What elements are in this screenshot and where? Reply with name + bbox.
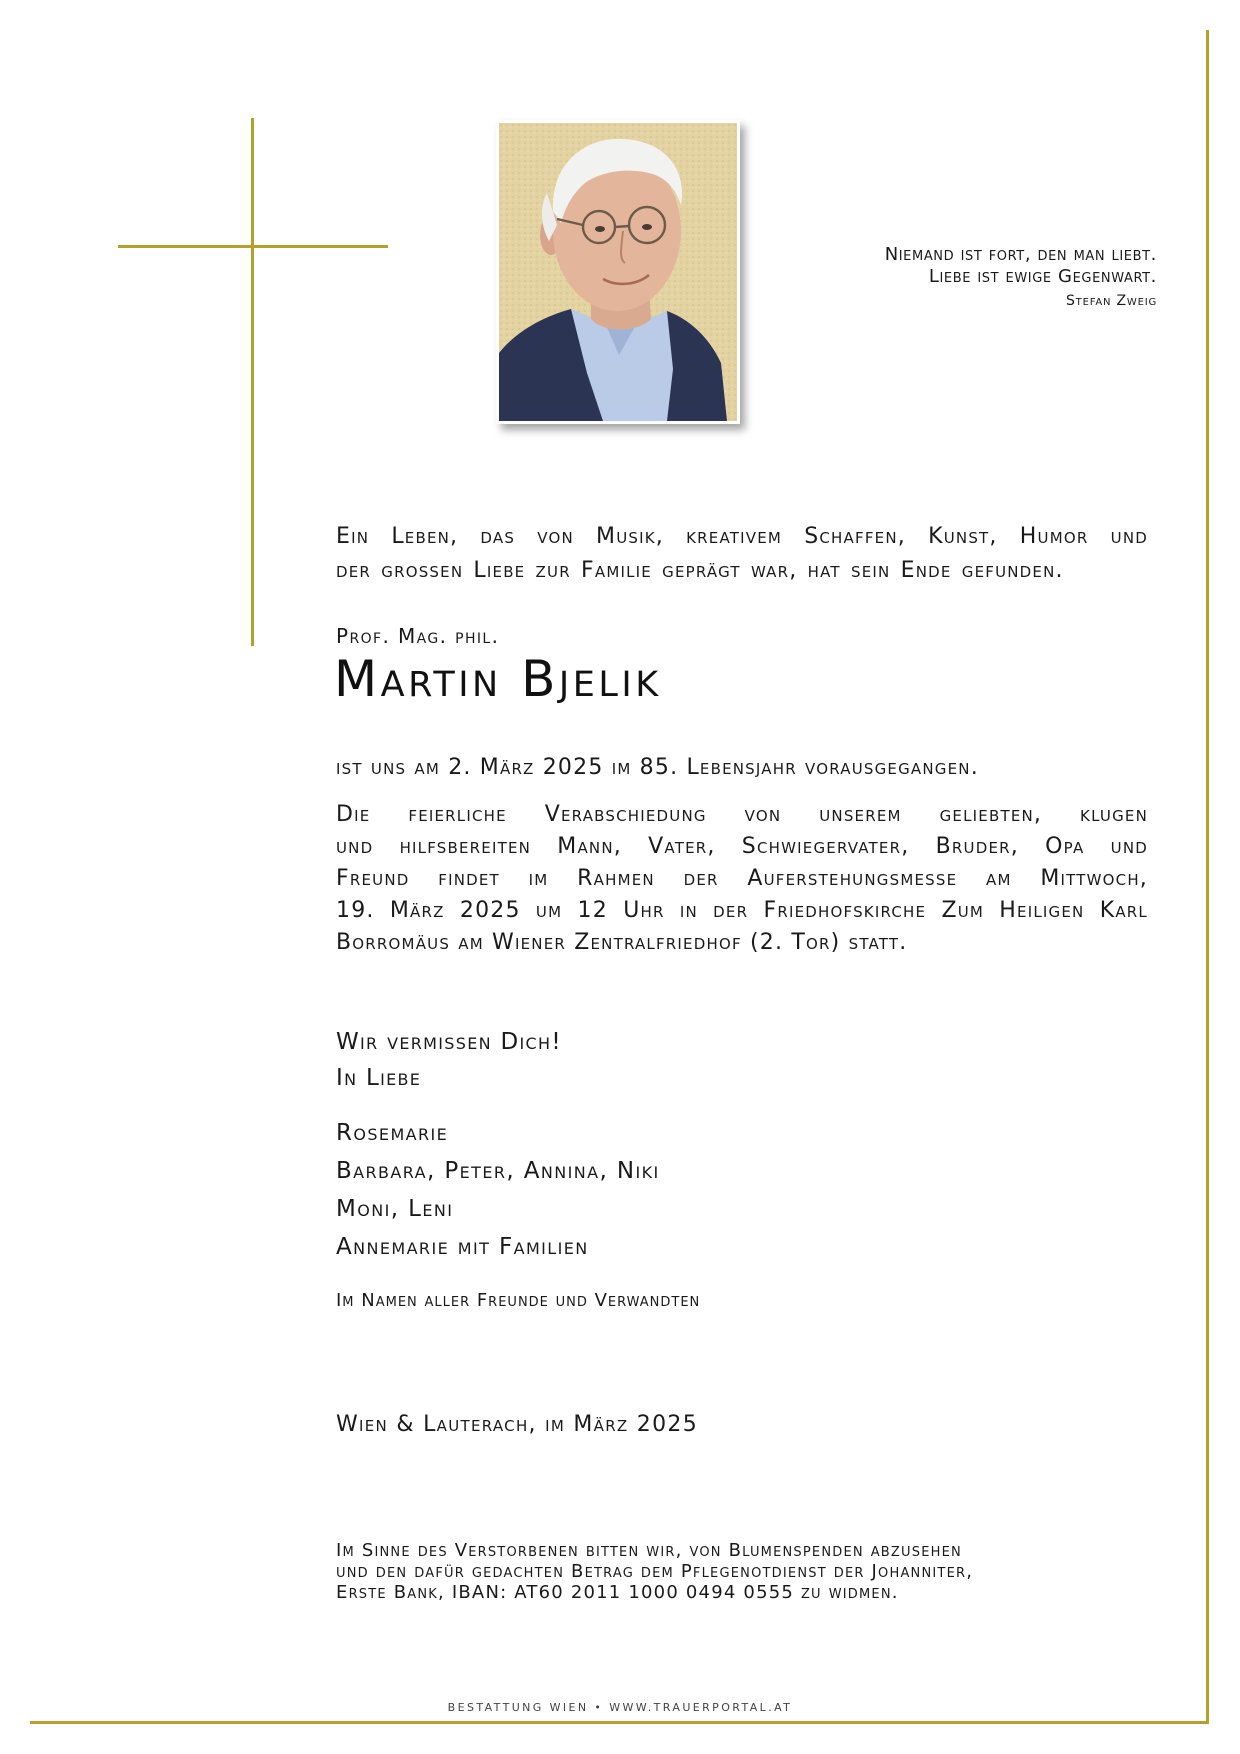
family-item: Moni, Leni (336, 1196, 454, 1222)
family-item: Barbara, Peter, Annina, Niki (336, 1158, 660, 1184)
closing-line-2: In Liebe (336, 1065, 422, 1091)
announcement-text: ist uns am 2. März 2025 im 85. Lebensjahr vorausgegangen. (336, 755, 979, 780)
ceremony-line-4: 19. März 2025 um 12 Uhr in der Friedhofskirche Zum Heiligen Karl (336, 898, 1148, 923)
quote-block (777, 244, 1157, 312)
quote-line-2: Liebe ist ewige Gegenwart. (928, 266, 1157, 287)
frame-bottom-line (30, 1721, 1209, 1724)
frame-right-line (1206, 30, 1209, 1724)
intro-text (336, 520, 1148, 588)
portrait-photo (496, 120, 740, 424)
announcement-block (336, 752, 1148, 959)
academic-title: Prof. Mag. phil. (336, 624, 500, 648)
donation-notice (336, 1540, 1096, 1603)
ceremony-line-2: und hilfsbereiten Mann, Vater, Schwiegervater, Bruder, Opa und (336, 834, 1148, 859)
ceremony-line-3: Freund findet im Rahmen der Auferstehungsmesse am Mittwoch, (336, 866, 1148, 891)
donation-line-3: Erste Bank, IBAN: AT60 2011 1000 0494 0555 zu widmen. (336, 1582, 899, 1603)
intro-line-2: der grossen Liebe zur Familie geprägt war, hat sein Ende gefunden. (336, 558, 1064, 583)
quote-line-1: Niemand ist fort, den man liebt. (884, 244, 1157, 265)
family-item: Rosemarie (336, 1120, 449, 1146)
ceremony-line-5: Borromäus am Wiener Zentralfriedhof (2. Tor) statt. (336, 930, 908, 955)
closing-line-1: Wir vermissen Dich! (336, 1029, 562, 1055)
footer-credit: BESTATTUNG WIEN • WWW.TRAUERPORTAL.AT (447, 1701, 793, 1714)
closing-block (336, 1024, 562, 1096)
ceremony-line-1: Die feierliche Verabschiedung von unserem geliebten, klugen (336, 802, 1148, 827)
cross-icon-horizontal (118, 245, 388, 248)
place-date: Wien & Lauterach, im März 2025 (336, 1412, 698, 1437)
signoff-text: Im Namen aller Freunde und Verwandten (336, 1290, 701, 1311)
deceased-name: Martin Bjelik (334, 650, 662, 708)
ceremony-text (336, 799, 1148, 959)
cross-icon-vertical (251, 118, 254, 646)
donation-line-2: und den dafür gedachten Betrag dem Pflegenotdienst der Johanniter, (336, 1561, 974, 1582)
family-list (336, 1114, 660, 1266)
quote-author: Stefan Zweig (1065, 293, 1157, 309)
family-item: Annemarie mit Familien (336, 1234, 589, 1260)
donation-line-1: Im Sinne des Verstorbenen bitten wir, von Blumenspenden abzusehen (336, 1540, 962, 1561)
intro-line-1: Ein Leben, das von Musik, kreativem Schaffen, Kunst, Humor und (336, 524, 1148, 549)
